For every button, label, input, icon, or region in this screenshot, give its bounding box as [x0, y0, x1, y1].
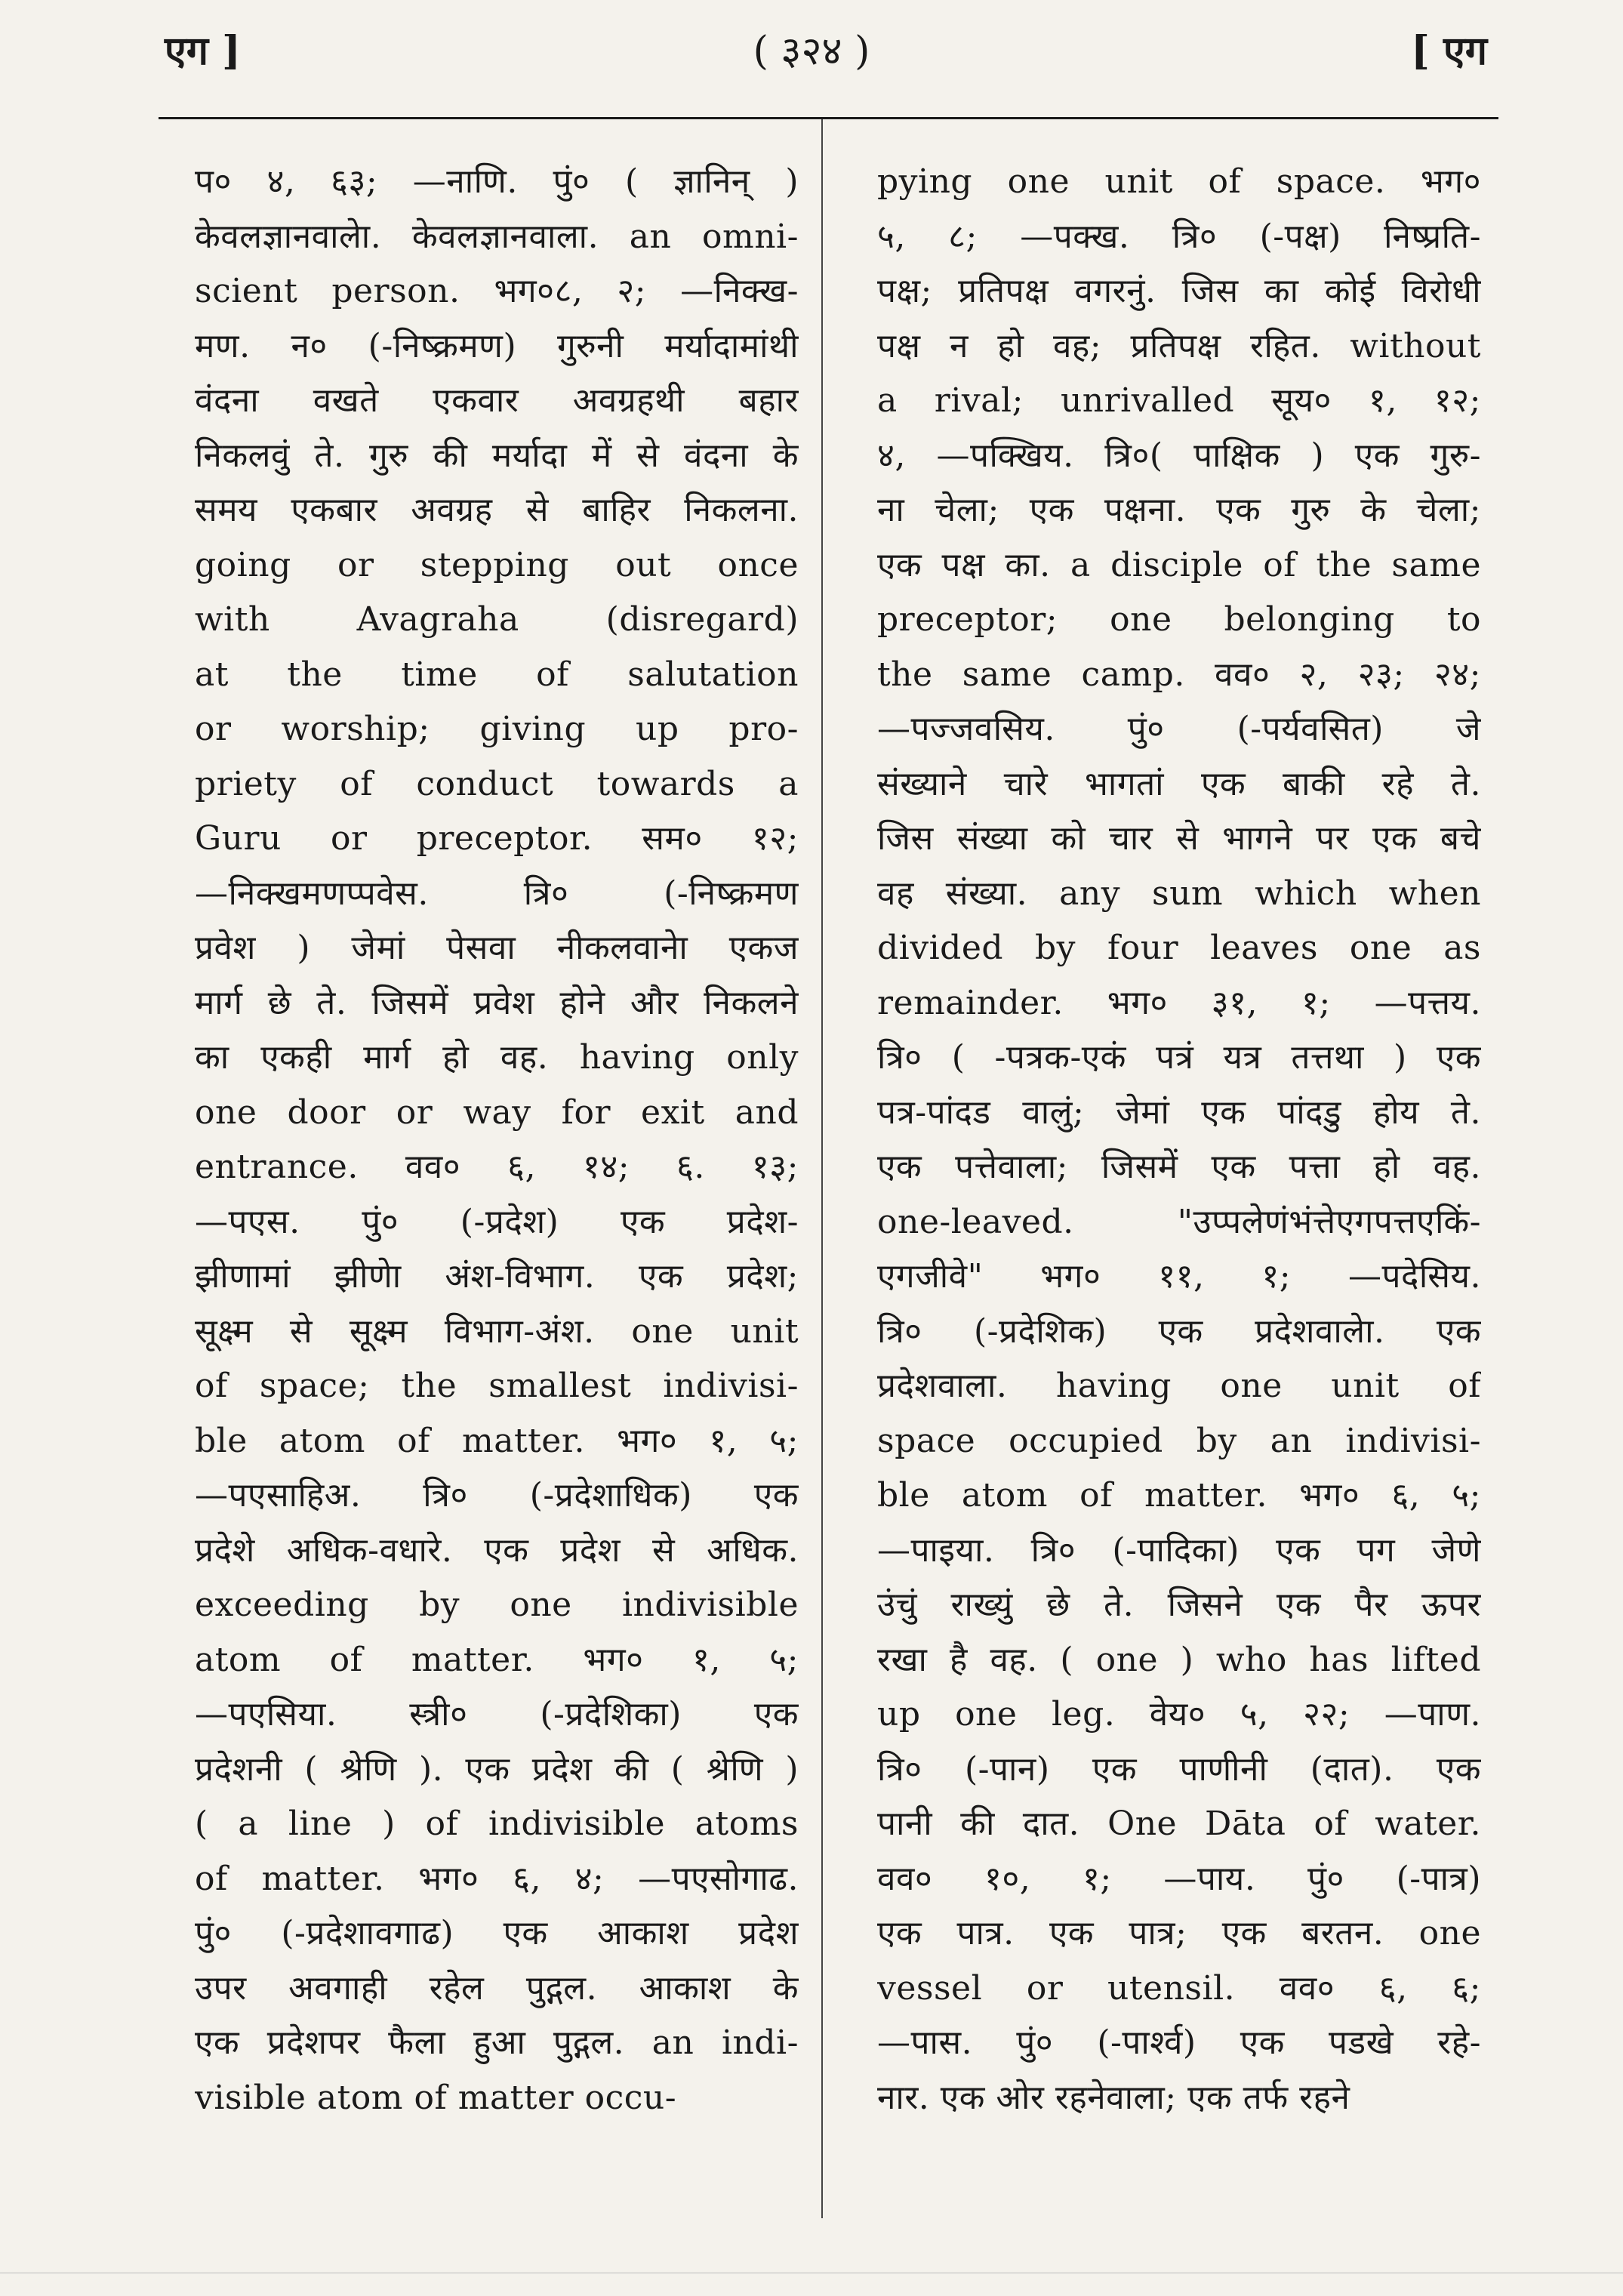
header-left-guideword: एग ]: [165, 28, 241, 74]
text-line: vessel or utensil. वव० ६, ६;: [877, 1968, 1481, 2008]
text-line: —पज्जवसिय. पुं० (-पर्यवसित) जे: [877, 710, 1481, 748]
text-line: a rival; unrivalled सूय० १, १२;: [877, 381, 1481, 420]
text-line: एक प्रदेशपर फैला हुआ पुद्गल. an indi-: [195, 2023, 799, 2062]
text-line: रखा है वह. ( one ) who has lifted: [877, 1640, 1481, 1679]
text-line: scient person. भग०८, २; —निक्ख-: [195, 272, 799, 310]
text-line: ना चेला; एक पक्षना. एक गुरु के चेला;: [877, 491, 1481, 529]
text-line: of matter. भग० ६, ४; —पएसोगाढ.: [195, 1859, 799, 1898]
text-line: त्रि० (-पान) एक पाणीनी (दात). एक: [877, 1749, 1481, 1789]
text-line: exceeding by one indivisible: [195, 1586, 799, 1624]
text-line: एक पत्तेवाला; जिसमें एक पत्ता हो वह.: [877, 1148, 1481, 1186]
text-line: प० ४, ६३; —नाणि. पुं० ( ज्ञानिन् ): [195, 162, 799, 201]
text-line: एगजीवे" भग० ११, १; —पदेसिय.: [877, 1257, 1481, 1296]
text-line: प्रदेशनी ( श्रेणि ). एक प्रदेश की ( श्रेणि ): [195, 1749, 799, 1789]
text-line: एक पात्र. एक पात्र; एक बरतन. one: [877, 1914, 1481, 1952]
text-line: पक्ष; प्रतिपक्ष वगरनुं. जिस का कोई विरोधी: [877, 272, 1481, 310]
text-line: प्रवेश ) जेमां पेसवा नीकलवानेा एकज: [195, 929, 799, 967]
text-line: ( a line ) of indivisible atoms: [195, 1804, 799, 1843]
text-line: प्रदेशवाला. having one unit of: [877, 1367, 1481, 1405]
text-line: मार्ग छे ते. जिसमें प्रवेश होने और निकलने: [195, 983, 799, 1022]
text-line: —पएसिया. स्त्री० (-प्रदेशिका) एक: [195, 1695, 799, 1734]
text-line: with Avagraha (disregard): [195, 600, 799, 639]
text-line: —निक्खमणप्पवेस. त्रि० (-निष्क्रमण: [195, 874, 799, 913]
text-line: पत्र-पांदड वालुं; जेमां एक पांदडु होय ते.: [877, 1093, 1481, 1132]
text-line: वव० १०, १; —पाय. पुं० (-पात्र): [877, 1859, 1481, 1898]
text-line: समय एकबार अवग्रह से बाहिर निकलना.: [195, 491, 799, 529]
text-line: ४, —पक्खिय. त्रि०( पाक्षिक ) एक गुरु-: [877, 436, 1481, 475]
text-line: Guru or preceptor. सम० १२;: [195, 819, 799, 858]
page-number: ( ३२४ ): [753, 29, 870, 74]
text-line: at the time of salutation: [195, 655, 799, 694]
text-line: एक पक्ष का. a disciple of the same: [877, 545, 1481, 584]
text-line: —पएसाहिअ. त्रि० (-प्रदेशाधिक) एक: [195, 1476, 799, 1515]
text-line: visible atom of matter occu-: [195, 2078, 677, 2117]
text-line: जिस संख्या को चार से भागने पर एक बचे: [877, 819, 1481, 858]
column-divider: [821, 119, 823, 2218]
text-line: पानी की दात. One Dāta of water.: [877, 1804, 1481, 1843]
text-line: वंदना वखते एकवार अवग्रहथी बहार: [195, 381, 799, 420]
text-line: divided by four leaves one as: [877, 929, 1481, 967]
page-header: [0, 23, 1623, 106]
text-line: entrance. वव० ६, १४; ६. १३;: [195, 1148, 799, 1186]
text-line: —पएस. पुं० (-प्रदेश) एक प्रदेश-: [195, 1202, 799, 1241]
right-column: [877, 155, 1481, 2125]
header-right-guideword: [ एग: [1411, 28, 1487, 74]
text-line: atom of matter. भग० १, ५;: [195, 1640, 799, 1679]
text-line: नार. एक ओर रहनेवाला; एक तर्फ रहने: [877, 2078, 1350, 2117]
text-line: पक्ष न हो वह; प्रतिपक्ष रहित. without: [877, 326, 1481, 365]
text-line: going or stepping out once: [195, 545, 799, 584]
text-line: one-leaved. "उप्पलेणंभंत्तेएगपत्तएकिं-: [877, 1202, 1481, 1241]
text-line: मण. न० (-निष्क्रमण) गुरुनी मर्यादामांथी: [195, 326, 799, 365]
text-line: संख्याने चारे भागतां एक बाकी रहे ते.: [877, 764, 1481, 803]
text-line: सूक्ष्म से सूक्ष्म विभाग-अंश. one unit: [195, 1311, 799, 1351]
text-line: of space; the smallest indivisi-: [195, 1367, 799, 1405]
text-line: प्रदेशे अधिक-वधारे. एक प्रदेश से अधिक.: [195, 1530, 799, 1570]
text-line: pying one unit of space. भग०: [877, 162, 1481, 201]
text-line: up one leg. वेय० ५, २२; —पाण.: [877, 1695, 1481, 1734]
text-line: or worship; giving up pro-: [195, 710, 799, 748]
text-line: ble atom of matter. भग० १, ५;: [195, 1421, 799, 1460]
text-line: one door or way for exit and: [195, 1093, 799, 1132]
text-line: preceptor; one belonging to: [877, 600, 1481, 639]
text-line: पुं० (-प्रदेशावगाढ) एक आकाश प्रदेश: [195, 1914, 799, 1952]
text-line: झीणामां झीणेा अंश-विभाग. एक प्रदेश;: [195, 1257, 799, 1296]
text-line: उपर अवगाही रहेल पुद्गल. आकाश के: [195, 1968, 799, 2008]
text-line: ble atom of matter. भग० ६, ५;: [877, 1476, 1481, 1515]
text-line: का एकही मार्ग हो वह. having only: [195, 1038, 799, 1077]
text-line: त्रि० (-प्रदेशिक) एक प्रदेशवालेा. एक: [877, 1311, 1481, 1351]
text-line: the same camp. वव० २, २३; २४;: [877, 655, 1481, 694]
text-line: —पास. पुं० (-पार्श्व) एक पडखे रहे-: [877, 2023, 1481, 2062]
text-line: remainder. भग० ३१, १; —पत्तय.: [877, 983, 1481, 1022]
text-line: space occupied by an indivisi-: [877, 1421, 1481, 1460]
text-line: निकलवुं ते. गुरु की मर्यादा में से वंदना के: [195, 436, 799, 475]
text-line: priety of conduct towards a: [195, 764, 799, 803]
text-line: ५, ८; —पक्ख. त्रि० (-पक्ष) निष्प्रति-: [877, 217, 1481, 256]
header-rule: [159, 117, 1498, 119]
left-column: [195, 155, 799, 2125]
text-line: उंचुं राख्युं छे ते. जिसने एक पैर ऊपर: [877, 1586, 1481, 1624]
text-line: —पाइया. त्रि० (-पादिका) एक पग जेणे: [877, 1530, 1481, 1570]
text-line: केवलज्ञानवालेा. केवलज्ञानवाला. an omni-: [195, 217, 799, 256]
text-line: वह संख्या. any sum which when: [877, 874, 1481, 913]
text-line: त्रि० ( -पत्रक-एकं पत्रं यत्र तत्तथा ) एक: [877, 1038, 1481, 1077]
